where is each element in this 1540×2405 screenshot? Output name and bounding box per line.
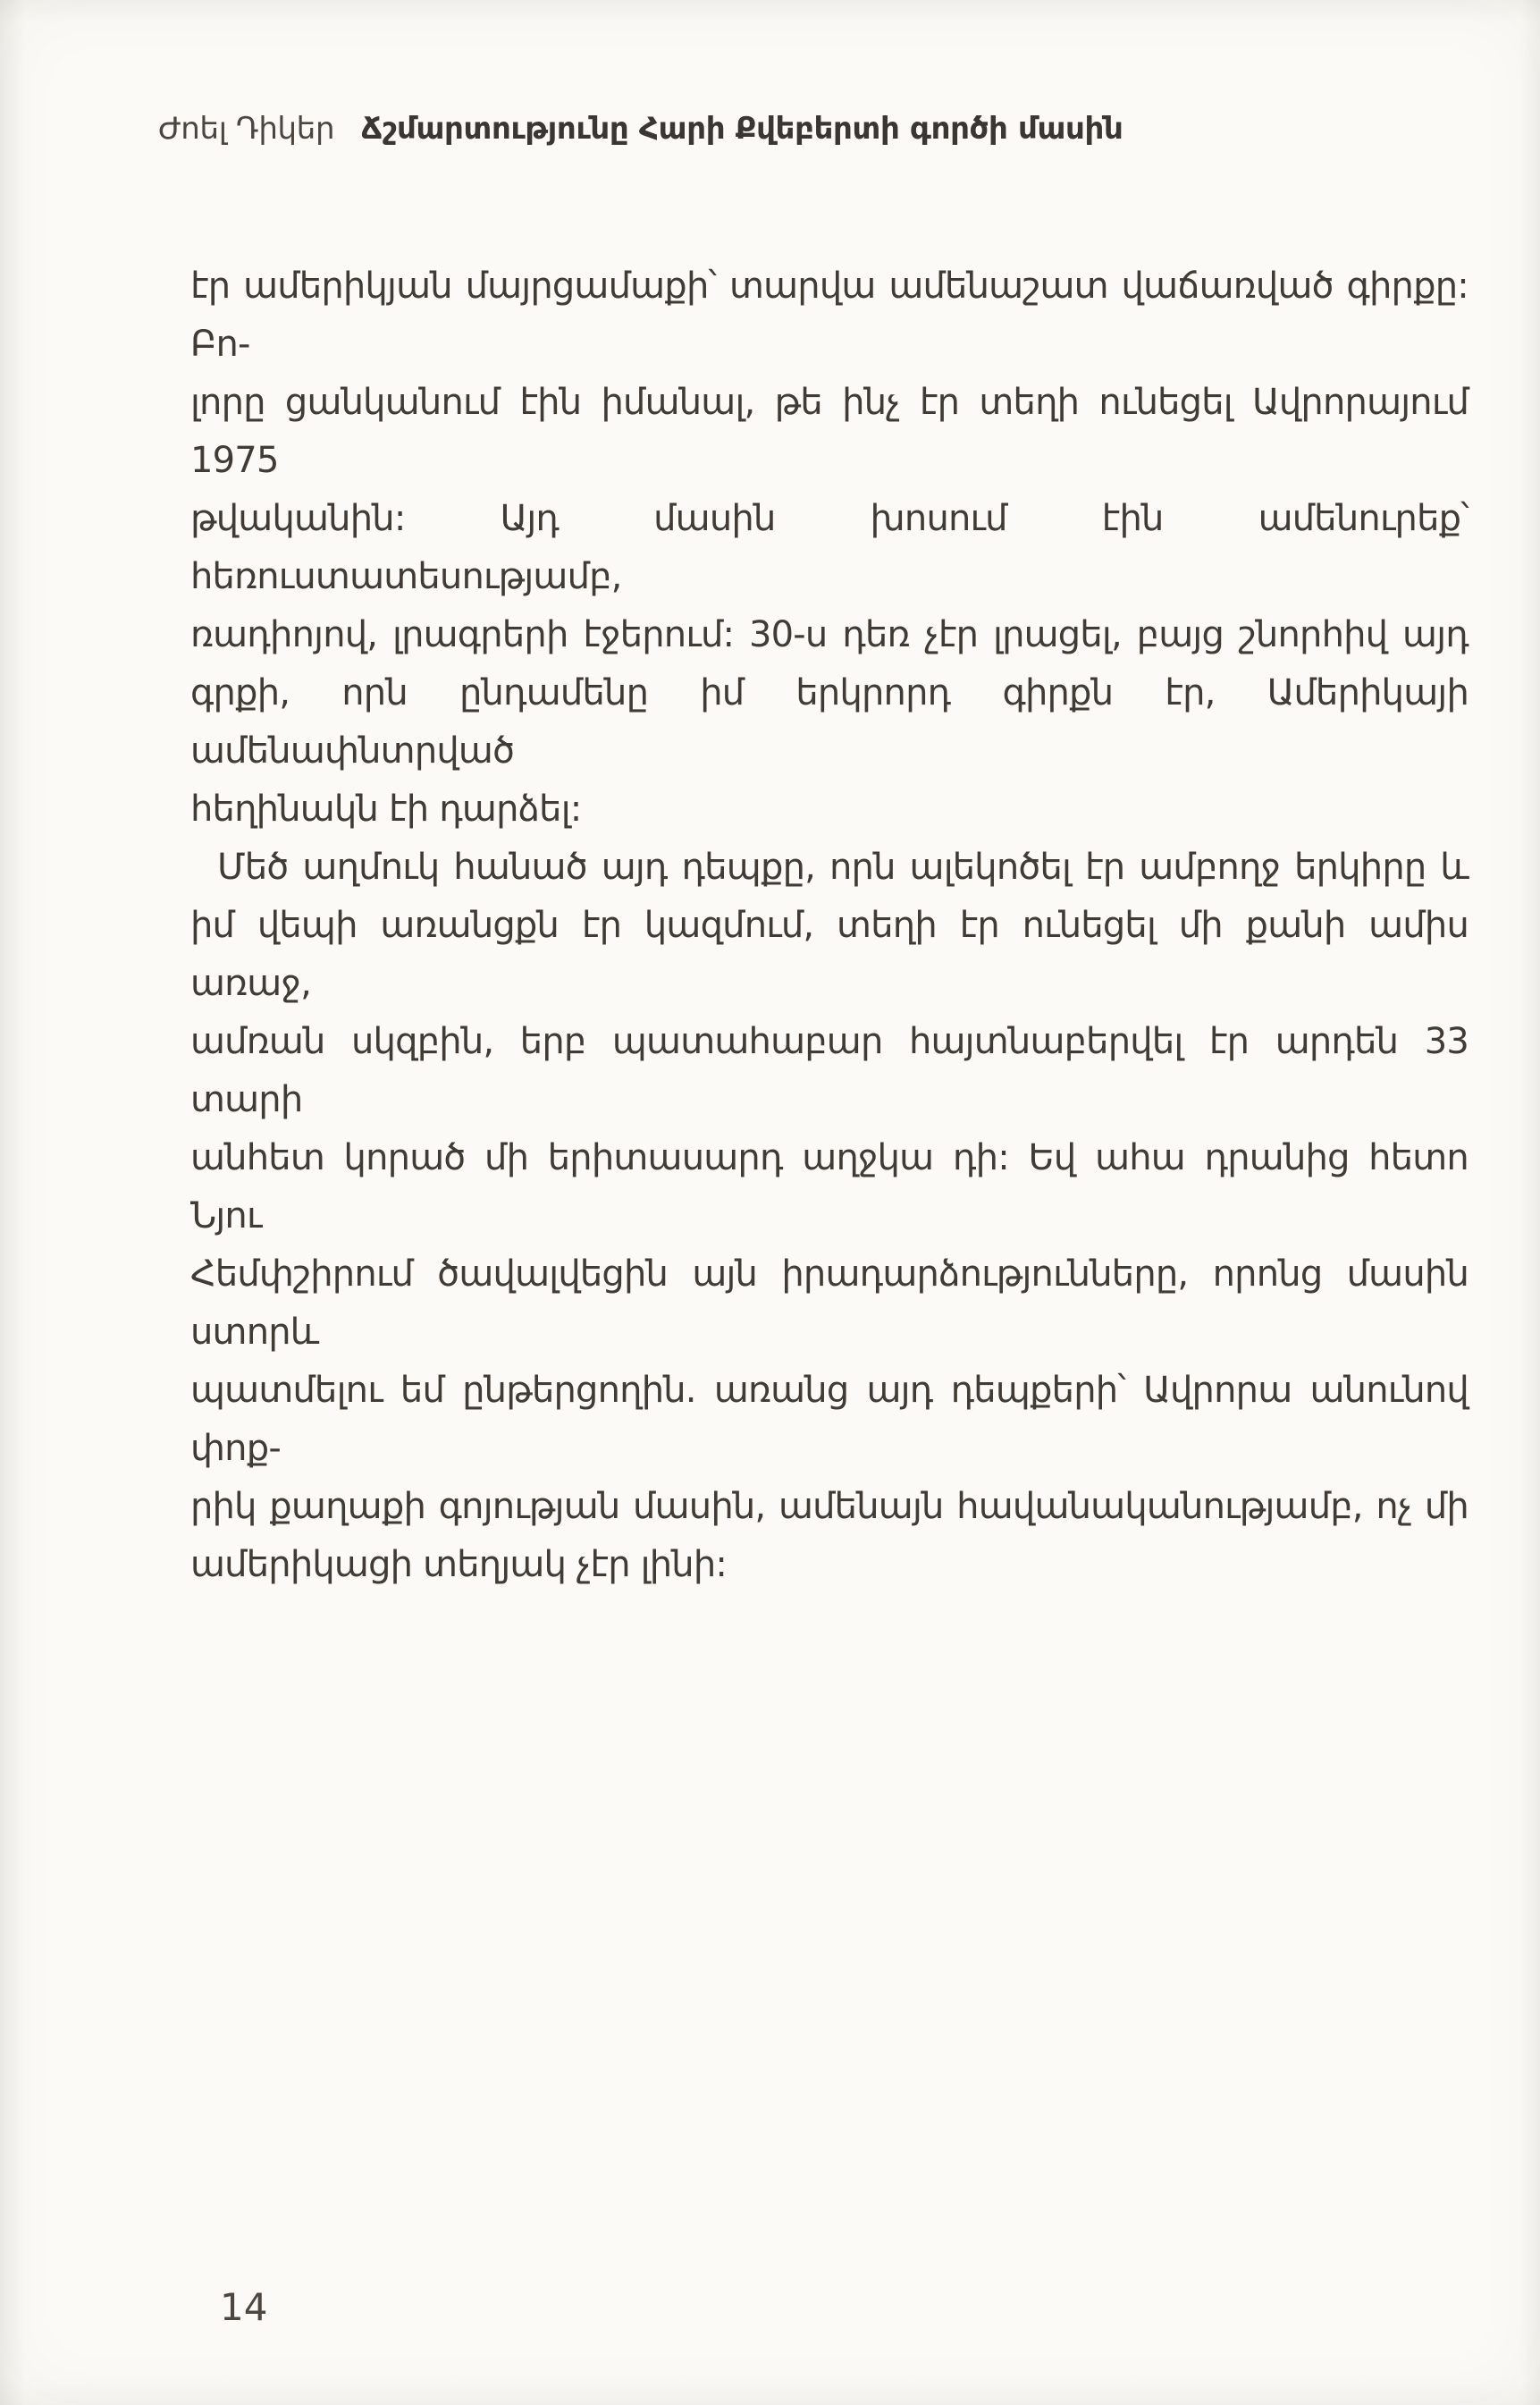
book-title: Ճշմարտությունը Հարի Քվեբերտի գործի մասին (361, 111, 1123, 147)
paragraph (190, 839, 1468, 1594)
text-line: թվականին: Այդ մասին խոսում էին ամենուրեք՝ հեռուստատեսությամբ, (190, 498, 1468, 597)
text-line: պատմելու եմ ընթերցողին. առանց այդ դեպքերի՝ Ավրորա անունով փոք- (190, 1370, 1468, 1469)
text-line: լորը ցանկանում էին իմանալ, թե ինչ էր տեղի ունեցել Ավրորայում 1975 (190, 382, 1468, 481)
body-text (190, 257, 1468, 1594)
text-line: Մեծ աղմուկ հանած այդ դեպքը, որն ալեկոծել էր ամբողջ երկիրը և (217, 847, 1468, 888)
text-line: անհետ կորած մի երիտասարդ աղջկա դի: Եվ ահա դրանից հետո Նյու (190, 1137, 1468, 1236)
text-line: գրքի, որն ընդամենը իմ երկրորդ գիրքն էր, Ամերիկայի ամենափնտրված (190, 672, 1468, 772)
text-line: Հեմփշիրում ծավալվեցին այն իրադարձությունները, որոնց մասին ստորև (190, 1253, 1468, 1353)
text-line: իմ վեպի առանցքն էր կազմում, տեղի էր ունեցել մի քանի ամիս առաջ, (190, 905, 1468, 1004)
text-line: ամերիկացի տեղյակ չէր լինի: (190, 1544, 728, 1585)
text-line: էր ամերիկյան մայրցամաքի՝ տարվա ամենաշատ վաճառված գիրքը: Բո- (190, 266, 1468, 365)
page-number: 14 (220, 2285, 268, 2329)
running-head (158, 111, 1123, 147)
text-line: րիկ քաղաքի գոյության մասին, ամենայն հավանականությամբ, ոչ մի (190, 1486, 1468, 1527)
text-line: ամռան սկզբին, երբ պատահաբար հայտնաբերվել էր արդեն 33 տարի (190, 1021, 1468, 1120)
author-name: Ժոել Դիկեր (158, 111, 335, 147)
text-line: ռադիոյով, լրագրերի էջերում: 30-ս դեռ չէր լրացել, բայց շնորհիվ այդ (190, 614, 1468, 655)
paragraph (190, 257, 1468, 839)
text-line: հեղինակն էի դարձել: (190, 789, 582, 830)
